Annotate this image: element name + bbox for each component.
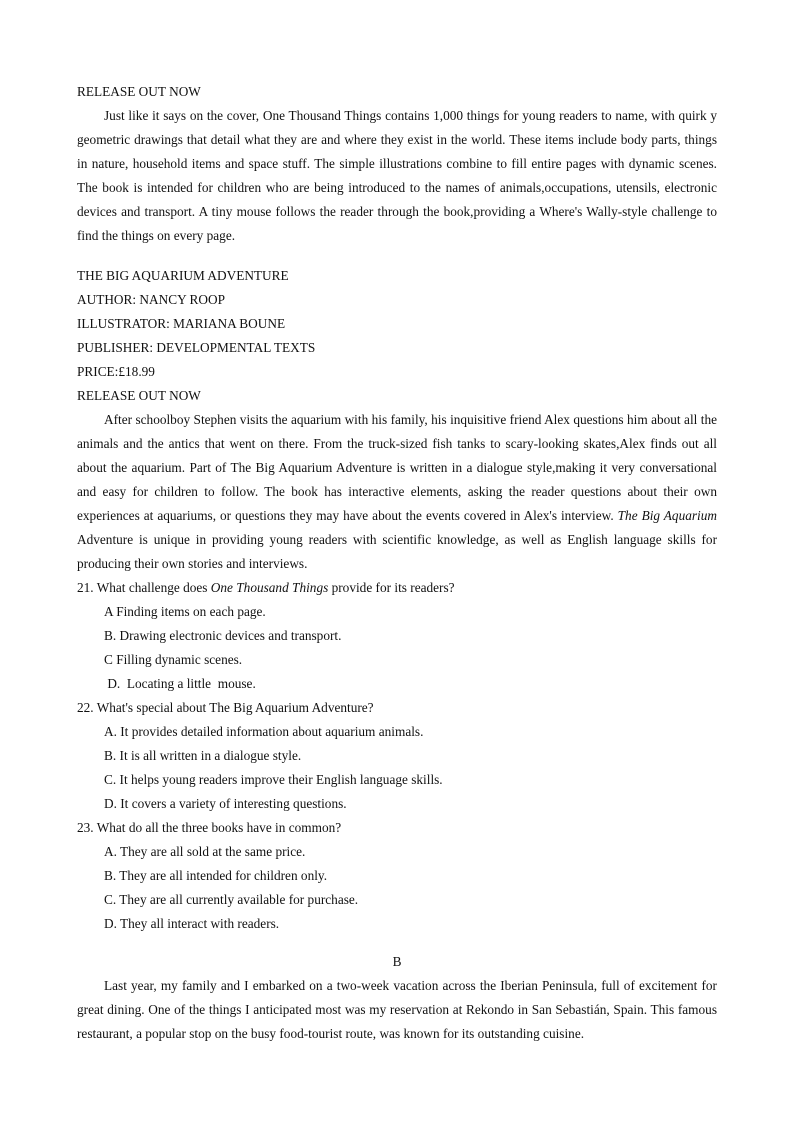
q22-option-a: A. It provides detailed information about aquarium animals. (104, 724, 424, 739)
q23-option-a: A. They are all sold at the same price. (104, 844, 306, 859)
book2-author: AUTHOR: NANCY ROOP (77, 292, 225, 307)
q21-italic: One Thousand Things (210, 580, 329, 595)
q21-option-a: A Finding items on each page. (104, 604, 266, 619)
q23-option-d: D. They all interact with readers. (104, 916, 280, 931)
book2-description-end: Adventure is unique in providing young readers with scientific knowledge, as well as English language skills for producing their own stories and interviews. (77, 532, 717, 571)
book2-publisher: PUBLISHER: DEVELOPMENTAL TEXTS (77, 340, 316, 355)
q21-option-d: D. Locating a little mouse. (104, 676, 256, 691)
book2-illustrator: ILLUSTRATOR: MARIANA BOUNE (77, 316, 286, 331)
question-23: 23. What do all the three books have in common? (77, 820, 342, 835)
book2-release: RELEASE OUT NOW (77, 388, 201, 403)
book2-price: PRICE:£18.99 (77, 364, 155, 379)
q22-option-c: C. It helps young readers improve their English language skills. (104, 772, 443, 787)
q23-option-b: B. They are all intended for children only. (104, 868, 328, 883)
q21-option-c: C Filling dynamic scenes. (104, 652, 243, 667)
q23-option-c: C. They are all currently available for purchase. (104, 892, 359, 907)
book2-description-italic: The Big Aquarium (617, 508, 717, 523)
q21-prefix: 21. What challenge does (77, 580, 211, 595)
book2-title: THE BIG AQUARIUM ADVENTURE (77, 268, 289, 283)
book1-description: Just like it says on the cover, One Thousand Things contains 1,000 things for young readers to name, with quirk y geometric drawings that detail what they are and where they exist in the world. These items include body parts, things in nature, household items and space stuff. The simple illustrations combine to fill entire pages with dynamic scenes. The book is intended for children who are being introduced to the names of animals,occupations, utensils, electronic devices and transport. A tiny mouse follows the reader through the book,providing a Where's Wally-style challenge to find the things on every page. (77, 108, 717, 243)
question-21 (77, 576, 455, 600)
q21-suffix: provide for its readers? (328, 580, 455, 595)
q21-option-b: B. Drawing electronic devices and transport. (104, 628, 342, 643)
section-b-heading: B (392, 954, 402, 969)
section-b-passage: Last year, my family and I embarked on a two-week vacation across the Iberian Peninsula, full of excitement for great dining. One of the things I anticipated most was my reservation at Rekondo in San Sebastián, Spain. This famous restaurant, a popular stop on the busy food-tourist route, was known for its outstanding cuisine. (77, 978, 717, 1041)
q22-option-b: B. It is all written in a dialogue style. (104, 748, 302, 763)
q22-option-d: D. It covers a variety of interesting questions. (104, 796, 347, 811)
book2-description-start: After schoolboy Stephen visits the aquarium with his family, his inquisitive friend Alex questions him about all the animals and the antics that went on there. From the truck-sized fish tanks to scary-looking skates,Alex finds out all about the aquarium. Part of The Big Aquarium Adventure is written in a dialogue style,making it very conversational and easy for children to follow. The book has interactive elements, asking the reader questions about their own experiences at aquariums, or questions they may have about the events covered in Alex's interview. (77, 412, 717, 523)
book2-description (77, 408, 717, 576)
question-22: 22. What's special about The Big Aquarium Adventure? (77, 700, 374, 715)
book1-release: RELEASE OUT NOW (77, 84, 201, 99)
